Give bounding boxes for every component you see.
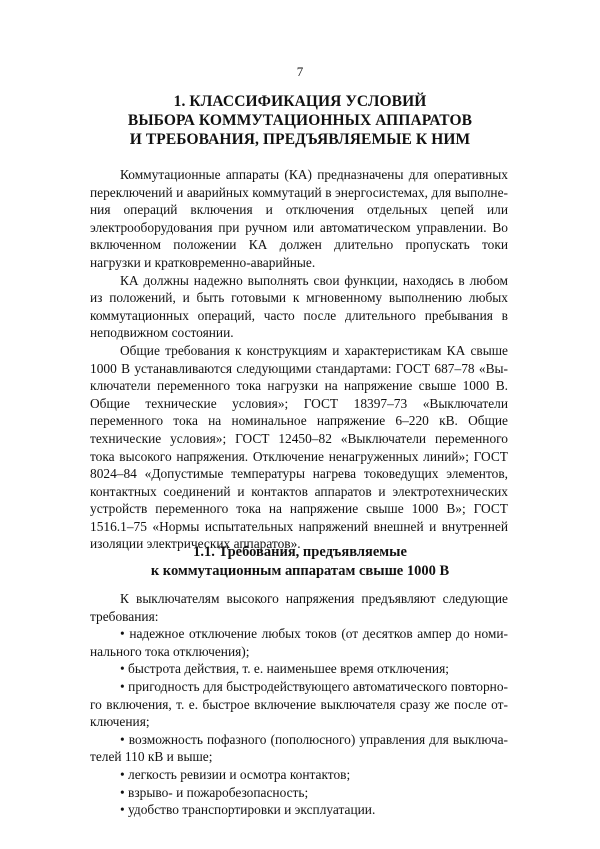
paragraph-standards: Общие требования к конструкциям и характеристикам КА свыше 1000 В устанавливаются следующими стандартами: ГОСТ 687–78 «Выключатели переменного тока нагрузки на напряжение свыше 1000 В. Общие технические условия»; ГОСТ 18397–73 «Выключатели переменного тока на номинальное напряжение 6–220 кВ. Общие технические условия»; ГОСТ 12450–82 «Выключатели переменного тока высокого напряжения. Отключение ненагруженных линий»; ГОСТ 8024–84 «Допустимые температуры нагрева токоведущих элементов, контактных соединений и контактов аппаратов и электротехнических устройств переменного тока на напряжение свыше 1000 В»; ГОСТ 1516.1–75 «Нормы испытательных напряжений внешней и внутренней изоляции электрических аппаратов».: [90, 342, 508, 552]
section-intro: К выключателям высокого напряжения предъявляют следующие требования:: [90, 591, 508, 624]
list-item: • надежное отключение любых токов (от десятков ампер до номинального тока отключения);: [90, 626, 508, 659]
chapter-title: [100, 92, 500, 149]
chapter-title-line-1: 1. КЛАССИФИКАЦИЯ УСЛОВИЙ: [173, 93, 427, 110]
list-item: • быстрота действия, т. е. наименьшее время отключения;: [120, 661, 449, 677]
page-number: 7: [296, 64, 304, 79]
list-item: • удобство транспортировки и эксплуатации.: [120, 802, 376, 818]
paragraph-ka-reliability: КА должны надежно выполнять свои функции, находясь в любом из положений, и быть готовыми к мгновенному выполнению любых коммутационных операций, часто после длительного пребывания в неподвижном состоянии.: [90, 272, 508, 341]
section-title-line-1: 1.1. Требования, предъявляемые: [193, 544, 407, 560]
chapter-body: [90, 166, 508, 553]
section-body: [90, 590, 508, 819]
list-item: • взрыво- и пожаробезопасность;: [120, 784, 309, 800]
section-title-line-2: к коммутационным аппаратам свыше 1000 В: [150, 563, 450, 579]
paragraph-ka-purpose: Коммутационные аппараты (КА) предназначены для оперативных переключений и аварийных коммутаций в энергосистемах, для выполнения операций включения и отключения отдельных цепей или электрооборудования при ручном или автоматическом управлении. Во включенном положении КА должен длительно пропускать токи нагрузки и кратковременно-аварийные.: [90, 167, 508, 270]
list-item: • пригодность для быстродействующего автоматического повторного включения, т. е. быстрое включение выключателя сразу же после отключения;: [90, 678, 508, 730]
list-item: • легкость ревизии и осмотра контактов;: [120, 766, 351, 782]
list-item: • возможность пофазного (пополюсного) управления для выключателей 110 кВ и выше;: [90, 731, 508, 765]
chapter-title-line-3: И ТРЕБОВАНИЯ, ПРЕДЪЯВЛЯЕМЫЕ К НИМ: [129, 131, 471, 148]
section-title: [100, 543, 500, 581]
chapter-title-line-2: ВЫБОРА КОММУТАЦИОННЫХ АППАРАТОВ: [127, 112, 473, 129]
